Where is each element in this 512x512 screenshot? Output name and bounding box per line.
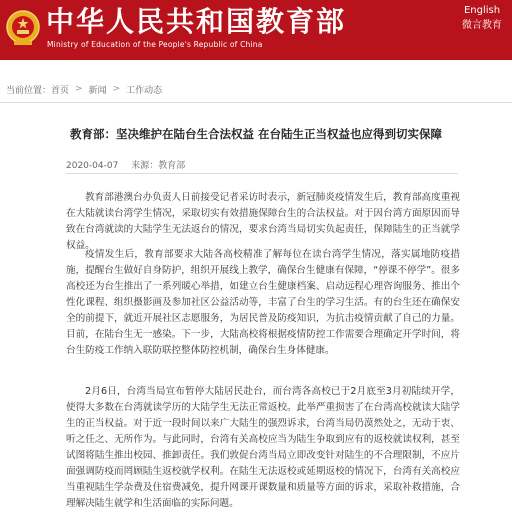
breadcrumb-divider bbox=[0, 102, 512, 103]
language-links bbox=[462, 4, 502, 33]
site-subtitle: Ministry of Education of the People's Republic of China bbox=[47, 40, 263, 49]
site-title[interactable]: 中华人民共和国教育部 bbox=[46, 5, 347, 38]
article-source: 来源：教育部 bbox=[131, 161, 186, 171]
article-paragraph: 疫情发生后，教育部要求大陆各高校精准了解每位在读台湾学生情况，落实属地防疫措施，提醒台生做好自身防护，组织开展线上教学，确保台生健康有保障，“停课不停学”。很多高校还为台生推出了一系列暖心举措，如建立台生健康档案、启动远程心理咨询服务、推出个性化课程、组织摄影画及参加社区公益活动等，丰富了台生的学习生活。有的台生还在确保安全的前提下，就近开展社区志愿服务，为居民普及防疫知识，为抗击疫情贡献了自己的力量。目前，在陆台生无一感染。下一步，大陆高校将根据疫情防控工作需要合理确定开学时间，将台生防疫工作纳入联防联控整体防控机制，确保台生身体健康。 bbox=[66, 249, 460, 356]
weibo-link[interactable]: 微言教育 bbox=[462, 20, 502, 31]
breadcrumb bbox=[6, 82, 162, 96]
english-link[interactable]: English bbox=[463, 5, 501, 16]
site-header bbox=[0, 0, 512, 60]
article-paragraph: 教育部港澳台办负责人日前接受记者采访时表示，新冠肺炎疫情发生后，教育部高度重视在大陆就读台湾学生情况，采取切实有效措施保障台生的合法权益。对于因台湾方面原因而导致在台湾就读的大陆学生无法返台的情况，要求台湾当局切实负起责任，保障陆生的正当就学权益。 bbox=[66, 192, 460, 251]
breadcrumb-news[interactable]: 新闻 bbox=[88, 85, 107, 96]
article-paragraph: 2月6日，台湾当局宣布暂停大陆居民赴台，而台湾各高校已于2月底至3月初陆续开学，使得大多数在台湾就读学历的大陆学生无法正常返校。此举严重损害了在台湾高校就读大陆学生的正当权益。对于近一段时间以来广大陆生的强烈诉求，台湾当局仍漠然处之，无动于衷、听之任之、无所作为。与此同时，台湾有关高校应当为陆生争取到应有的返校就读权利，甚至试图将陆生推出校园、推卸责任。我们敦促台湾当局立即改变针对陆生的不合理限制，不应片面强调防疫而罔顾陆生返校就学权利。在陆生无法返校或延期返校的情况下，台湾有关高校应当重视陆生学杂费及住宿费减免，提升网课开课数量和质量等方面的诉求，采取补救措施，合理解决陆生就学和生活面临的实际问题。 bbox=[66, 386, 460, 509]
article-date: 2020-04-07 bbox=[66, 161, 119, 171]
national-emblem-icon[interactable] bbox=[6, 9, 40, 47]
breadcrumb-work-updates[interactable]: 工作动态 bbox=[126, 85, 163, 96]
breadcrumb-prefix: 当前位置： bbox=[6, 85, 52, 96]
meta-divider bbox=[66, 173, 458, 174]
breadcrumb-separator: > bbox=[75, 84, 83, 94]
breadcrumb-separator: > bbox=[112, 84, 121, 94]
breadcrumb-home[interactable]: 首页 bbox=[51, 85, 70, 96]
article-meta bbox=[66, 158, 458, 172]
article-title: 教育部：坚决维护在陆台生合法权益 在台陆生正当权益也应得到切实保障 bbox=[70, 127, 442, 141]
